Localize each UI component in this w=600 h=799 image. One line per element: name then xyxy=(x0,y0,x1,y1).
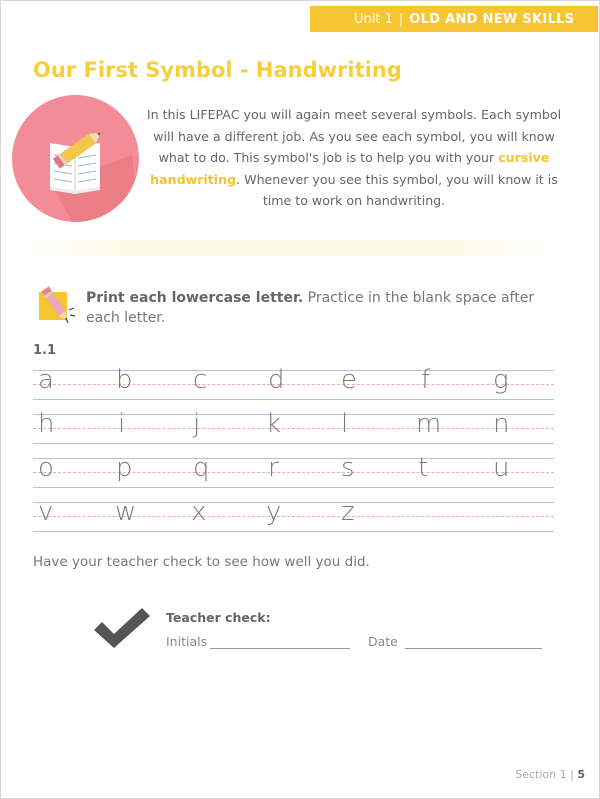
unit-label: Unit 1 xyxy=(354,11,393,27)
letter: e xyxy=(341,365,357,395)
date-field[interactable] xyxy=(405,648,542,649)
checkmark-icon xyxy=(92,608,152,648)
banner-separator: | xyxy=(398,11,404,27)
letter: h xyxy=(38,409,55,439)
letter: p xyxy=(116,453,133,483)
handwriting-row-4[interactable] xyxy=(33,497,554,546)
letter: u xyxy=(493,453,510,483)
letter: d xyxy=(268,365,285,395)
letter: v xyxy=(38,497,54,527)
instruction-rest: Practice in the blank space after each letter. xyxy=(86,290,535,326)
instruction xyxy=(86,288,556,328)
footer-separator: | xyxy=(570,768,574,781)
letter: b xyxy=(116,365,133,395)
pencil-icon xyxy=(33,282,79,328)
letter: n xyxy=(493,409,510,439)
letter: w xyxy=(115,497,137,527)
handwriting-row-3[interactable] xyxy=(33,453,554,502)
page-footer xyxy=(515,768,585,781)
letter: z xyxy=(341,497,355,527)
letter: m xyxy=(416,409,442,439)
letter: t xyxy=(418,453,429,483)
letter: f xyxy=(421,365,431,395)
letter: a xyxy=(38,365,54,395)
teacher-check-title: Teacher check: xyxy=(166,610,271,625)
letter: i xyxy=(118,409,126,439)
initials-label: Initials xyxy=(166,634,208,649)
intro-text-1: In this LIFEPAC you will again meet several symbols. Each symbol will have a different job. As you see each symbol, you will know what to do. This symbol's job is to help you with your xyxy=(146,107,562,165)
page-number: 5 xyxy=(577,768,585,781)
letter: j xyxy=(193,409,201,439)
letter: r xyxy=(268,453,279,483)
letter: c xyxy=(193,365,208,395)
letter: o xyxy=(38,453,54,483)
date-label: Date xyxy=(368,634,398,649)
initials-field[interactable] xyxy=(210,648,350,649)
letter: l xyxy=(341,409,349,439)
faint-band xyxy=(30,240,550,256)
letter: q xyxy=(193,453,210,483)
letter: k xyxy=(266,409,282,439)
letter: x xyxy=(191,497,207,527)
letter: y xyxy=(266,497,282,527)
handwriting-row-1[interactable] xyxy=(33,365,554,414)
unit-title: OLD AND NEW SKILLS xyxy=(409,11,575,27)
letter: g xyxy=(493,365,509,395)
footer-section: Section 1 xyxy=(515,768,567,781)
instruction-bold: Print each lowercase letter. xyxy=(86,290,304,306)
letter: s xyxy=(341,453,355,483)
activity-number: 1.1 xyxy=(33,343,57,358)
check-note: Have your teacher check to see how well you did. xyxy=(33,554,370,570)
intro-text-2: . Whenever you see this symbol, you will know it is time to work on handwriting. xyxy=(236,171,558,208)
intro-highlight: cursive handwriting xyxy=(150,150,550,187)
handwriting-row-2[interactable] xyxy=(33,409,554,458)
pencil-book-icon xyxy=(12,95,139,222)
intro-paragraph xyxy=(144,104,564,212)
unit-banner xyxy=(310,6,598,32)
page-title: Our First Symbol - Handwriting xyxy=(33,58,402,82)
